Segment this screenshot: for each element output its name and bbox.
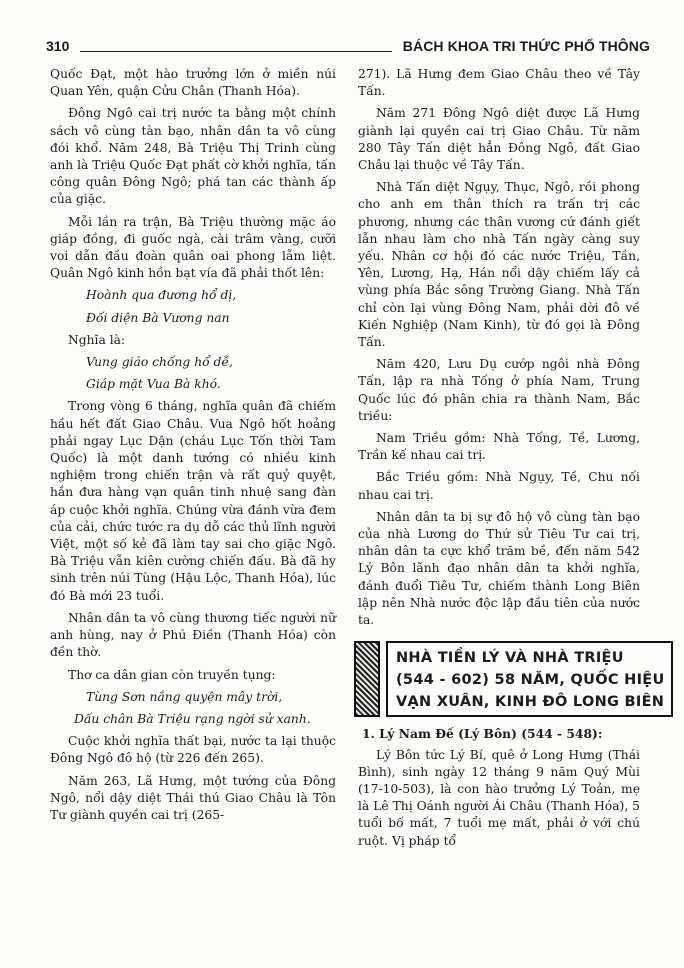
paragraph: Năm 271 Đông Ngô diệt được Lã Hưng giành lại quyền cai trị Giao Châu. Từ năm 280 Tây Tấn diệt hẳn Đông Ngô, đất Giao Châu lại thuộc về Tây Tấn. [358, 106, 640, 173]
paragraph: Nhân dân ta vô cùng thương tiếc người nữ anh hùng, nay ở Phú Điền (Thanh Hóa) còn đền thờ. [50, 610, 336, 660]
paragraph: 271). Lã Hưng đem Giao Châu theo về Tây Tấn. [358, 67, 640, 99]
paragraph: Mỗi lần ra trận, Bà Triệu thường mặc áo giáp đồng, đi guốc ngà, cài trâm vàng, cưỡi voi dẫn đầu đoàn quân oai phong lẫm liệt. Quân Ngô kinh hồn bạt vía đã phải thốt lên: [50, 214, 336, 281]
book-title: BÁCH KHOA TRI THỨC PHỔ THÔNG [402, 38, 650, 54]
page-number: 310 [46, 38, 70, 54]
header-rule [80, 51, 392, 52]
paragraph: Cuộc khởi nghĩa thất bại, nước ta lại thuộc Đông Ngô đô hộ (từ 226 đến 265). [50, 734, 336, 766]
paragraph: Thơ ca dân gian còn truyền tụng: [68, 667, 276, 682]
section-title-line: NHÀ TIỀN LÝ VÀ NHÀ TRIỆU [396, 650, 624, 667]
paragraph: Năm 263, Lã Hưng, một tướng của Đông Ngô, nổi dậy diệt Thái thú Giao Châu là Tôn Tư giành quyền cai trị (265- [50, 773, 336, 822]
paragraph: Nam Triều gồm: Nhà Tống, Tề, Lương, Trần kế nhau cai trị. [358, 431, 640, 463]
subheading: 1. Lý Nam Đế (Lý Bôn) (544 - 548): [362, 726, 603, 742]
section-title-line: VẠN XUÂN, KINH ĐÔ LONG BIÊN [396, 694, 665, 711]
paragraph: Bắc Triều gồm: Nhà Ngụy, Tề, Chu nối nhau cai trị. [358, 470, 640, 502]
paragraph: Nghĩa là: [68, 332, 126, 347]
section-title [386, 641, 673, 717]
paragraph: Trong vòng 6 tháng, nghĩa quân đã chiếm hầu hết đất Giao Châu. Vua Ngô hốt hoảng phải ngay Lục Dận (cháu Lục Tốn thời Tam Quốc) là một danh tướng có nhiều kinh nghiệm trong chiến trận và rất quỷ quyệt, hắn đưa hàng vạn quân tinh nhuệ sang đàn áp cuộc khởi nghĩa. Chúng vừa đánh vừa đem của cải, chức tước ra dụ dỗ các thủ lĩnh người Việt, một số kẻ đã làm tay sai cho giặc Ngô. Bà Triệu vẫn kiên cường chiến đấu. Bà đã hy sinh trên núi Tùng (Hậu Lộc, Thanh Hóa), lúc đó Bà mới 23 tuổi. [50, 399, 336, 603]
verse-line: Giáp mặt Vua Bà khó. [86, 377, 221, 392]
left-column [50, 66, 336, 829]
paragraph: Quốc Đạt, một hào trưởng lớn ở miền núi Quan Yên, quận Cửu Chân (Thanh Hóa). [50, 67, 336, 99]
verse-line: Tùng Sơn nắng quyện mây trời, [86, 689, 283, 704]
paragraph: Nhà Tấn diệt Ngụy, Thục, Ngô, rồi phong cho anh em thân thích ra trấn trị các phương, nhưng các thân vương cứ đánh giết lẫn nhau làm cho nhà Tấn ngày càng suy yếu. Nhân cơ hội đó các nước Triệu, Tần, Yên, Lương, Hạ, Hán nổi dậy chiếm lấy cả vùng phía Bắc sông Trường Giang. Nhà Tấn chỉ còn lại vùng Đông Nam, phải dời đô về Kiến Nghiệp (Nam Kinh), từ đó gọi là Đông Tấn. [358, 180, 640, 350]
paragraph: Nhân dân ta bị sự đô hộ vô cùng tàn bạo của nhà Lương do Thứ sử Tiêu Tư cai trị, nhân dân ta cực khổ trăm bề, đến năm 542 Lý Bôn lãnh đạo nhân dân ta khởi nghĩa, đánh đuổi Tiêu Tư, chiếm thành Long Biên lập nên Nhà nước độc lập đầu tiên của nước ta. [358, 509, 640, 628]
verse-line: Đối diện Bà Vương nan [86, 310, 230, 325]
paragraph: Đông Ngô cai trị nước ta bằng một chính sách vô cùng tàn bạo, nhân dân ta vô cùng đói khổ. Năm 248, Bà Triệu Thị Trinh cùng anh là Triệu Quốc Đạt phất cờ khởi nghĩa, tấn công quân Đông Ngô; phá tan các thành ấp của giặc. [50, 106, 336, 207]
verse-line: Dấu chân Bà Triệu rạng ngời sử xanh. [74, 711, 311, 726]
ornament-icon [354, 641, 380, 717]
running-header [46, 38, 650, 60]
section-title-line: (544 - 602) 58 NĂM, QUỐC HIỆU [396, 672, 665, 689]
verse-line: Hoành qua đương hổ dị, [86, 288, 237, 303]
section-heading-box [354, 641, 665, 717]
right-column [358, 66, 665, 855]
paragraph: Năm 420, Lưu Dụ cướp ngôi nhà Đông Tấn, lập ra nhà Tống ở phía Nam, Trung Quốc lúc đó phân chia ra thành Nam, Bắc triều: [358, 357, 640, 423]
paragraph: Lý Bôn tức Lý Bí, quê ở Long Hưng (Thái Bình), sinh ngày 12 tháng 9 năm Quý Mùi (17-10-503), là con hào trưởng Lý Toản, mẹ là Lê Thị Oánh người Ái Châu (Thanh Hóa), 5 tuổi bố mất, 7 tuổi mẹ mất, phải ở với chú ruột. Vị pháp tổ [358, 747, 640, 848]
verse-line: Vung giáo chống hổ dễ, [86, 355, 233, 370]
